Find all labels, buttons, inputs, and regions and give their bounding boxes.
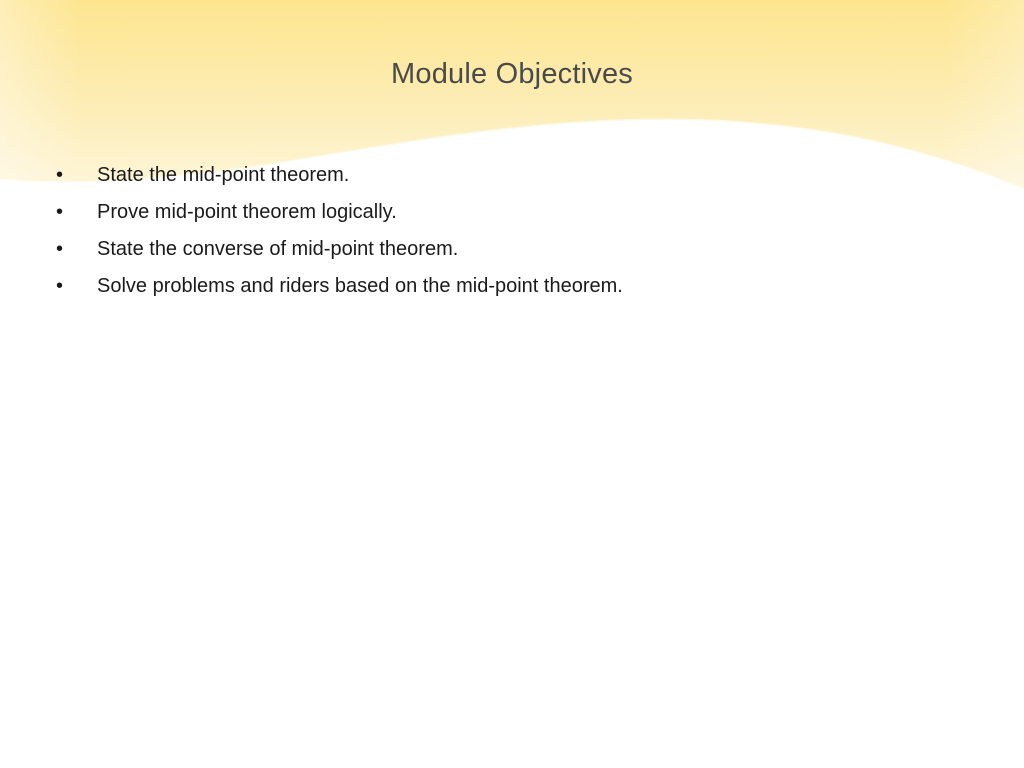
list-item xyxy=(56,201,623,238)
objectives-list xyxy=(56,164,623,312)
objective-text: State the mid-point theorem. xyxy=(97,164,350,186)
slide-title: Module Objectives xyxy=(391,58,633,90)
list-item xyxy=(56,164,623,201)
objective-text: Solve problems and riders based on the mid-point theorem. xyxy=(97,275,623,297)
bullet-icon: • xyxy=(56,275,64,297)
objective-text: Prove mid-point theorem logically. xyxy=(97,201,397,223)
list-item xyxy=(56,275,623,312)
objective-text: State the converse of mid-point theorem. xyxy=(97,238,459,260)
list-item xyxy=(56,238,623,275)
bullet-icon: • xyxy=(56,201,64,223)
bullet-icon: • xyxy=(56,164,64,186)
bullet-icon: • xyxy=(56,238,64,260)
